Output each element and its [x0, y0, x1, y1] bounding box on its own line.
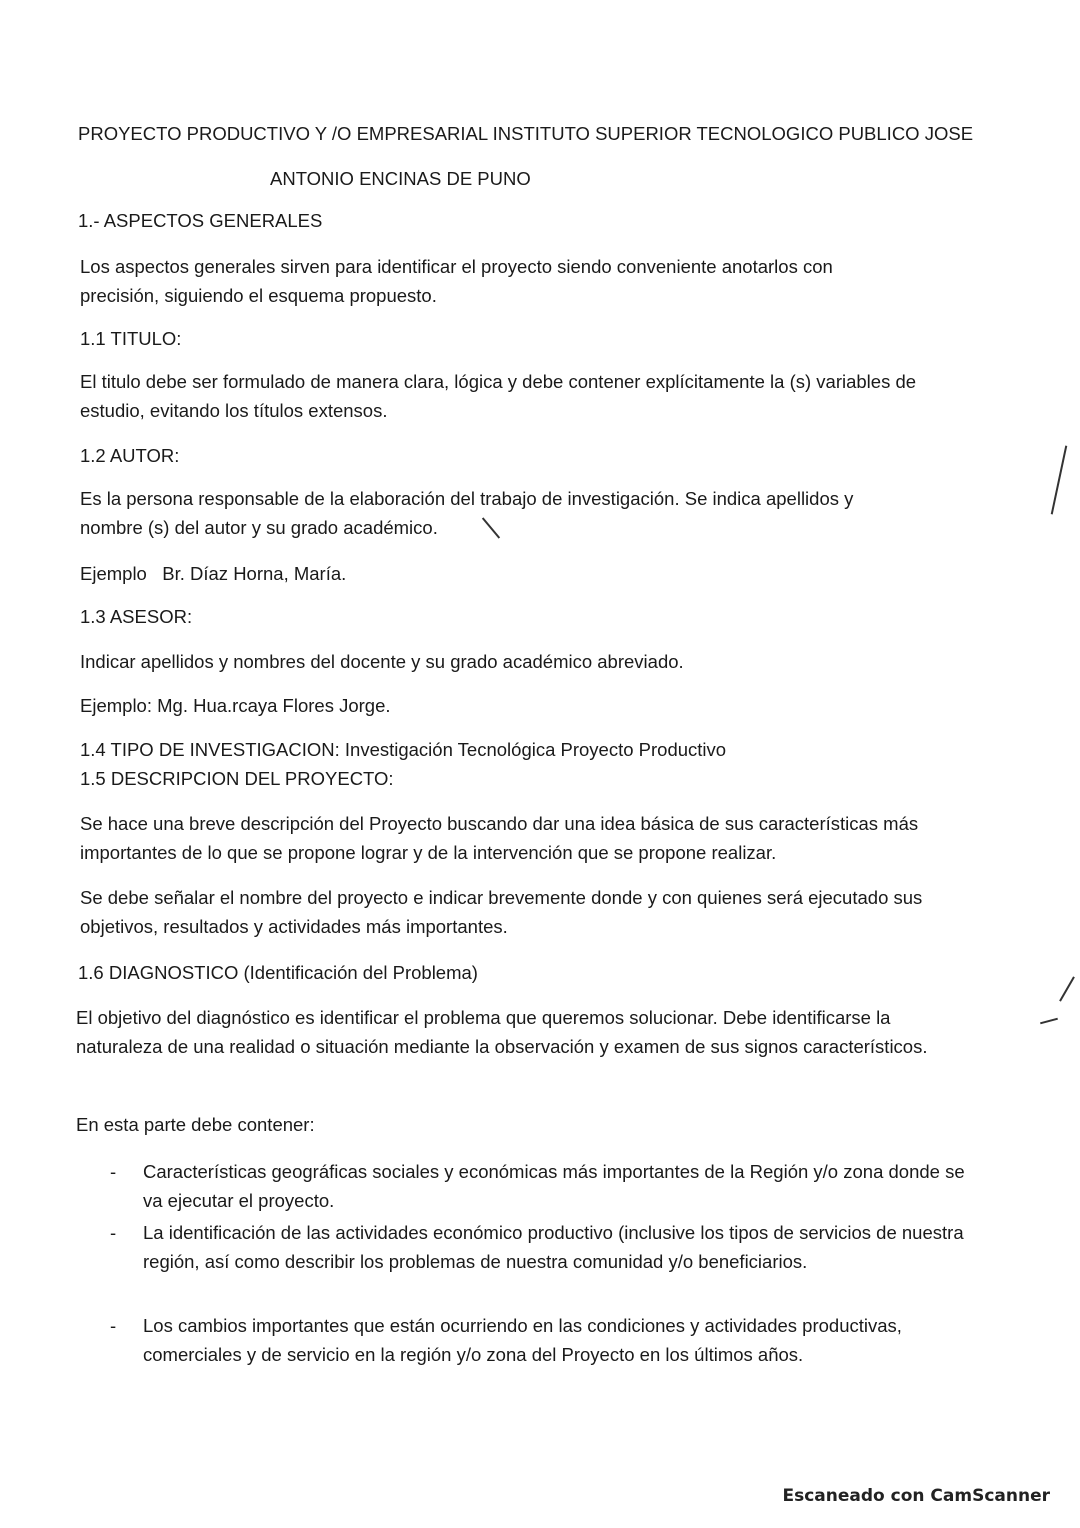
list-item-text: La identificación de las actividades económico productivo (inclusive los tipos de servicios de nuestra región, así como describir los problemas de nuestra comunidad y/o beneficiarios. — [143, 1222, 964, 1272]
list-item — [110, 1218, 980, 1276]
section-1-6-text: El objetivo del diagnóstico es identificar el problema que queremos solucionar. Debe identificarse la naturaleza de una realidad o situación mediante la observación y examen de sus signos característicos. — [76, 1007, 928, 1057]
camscanner-watermark: Escaneado con CamScanner — [782, 1486, 1050, 1506]
list-item — [110, 1311, 980, 1369]
section-1-3-example: Ejemplo: Mg. Hua.rcaya Flores Jorge. — [80, 695, 391, 716]
section-heading-1: 1.- ASPECTOS GENERALES — [78, 210, 323, 231]
section-1-2-example: Ejemplo Br. Díaz Horna, María. — [80, 563, 347, 584]
section-heading-1-6: 1.6 DIAGNOSTICO (Identificación del Problema) — [78, 962, 478, 983]
section-heading-1-5: 1.5 DESCRIPCION DEL PROYECTO: — [80, 768, 394, 789]
section-heading-1-2: 1.2 AUTOR: — [80, 445, 180, 466]
section-1-5-text-2: Se debe señalar el nombre del proyecto e indicar brevemente donde y con quienes será ejecutado sus objetivos, resultados y actividades más importantes. — [80, 887, 923, 937]
bullet-marker: - — [110, 1222, 117, 1243]
section-heading-1-1: 1.1 TITULO: — [80, 328, 182, 349]
scan-mark — [1059, 976, 1075, 1001]
section-heading-1-3: 1.3 ASESOR: — [80, 606, 193, 627]
section-1-text: Los aspectos generales sirven para identificar el proyecto siendo conveniente anotarlos con precisión, siguiendo el esquema propuesto. — [80, 256, 833, 306]
bullet-marker: - — [110, 1315, 117, 1336]
section-heading-1-4: 1.4 TIPO DE INVESTIGACION: Investigación Tecnológica Proyecto Productivo — [80, 739, 727, 760]
document-title-line-1: PROYECTO PRODUCTIVO Y /O EMPRESARIAL INSTITUTO SUPERIOR TECNOLOGICO PUBLICO JOSE — [78, 123, 974, 144]
list-item-text: Los cambios importantes que están ocurriendo en las condiciones y actividades productivas, comerciales y de servicio en la región y/o zona del Proyecto en los últimos años. — [143, 1315, 902, 1365]
section-1-1-text: El titulo debe ser formulado de manera clara, lógica y debe contener explícitamente la (s) variables de estudio, evitando los títulos extensos. — [80, 371, 917, 421]
section-1-5-text-1: Se hace una breve descripción del Proyecto buscando dar una idea básica de sus características más importantes de lo que se propone lograr y de la intervención que se propone realizar. — [80, 813, 919, 863]
bullet-marker: - — [110, 1161, 117, 1182]
section-1-6-intro: En esta parte debe contener: — [76, 1114, 315, 1135]
scan-mark — [1040, 1018, 1058, 1025]
list-item — [110, 1157, 980, 1215]
list-item-text: Características geográficas sociales y económicas más importantes de la Región y/o zona donde se va ejecutar el proyecto. — [143, 1161, 965, 1211]
section-1-2-text: Es la persona responsable de la elaboración del trabajo de investigación. Se indica apellidos y nombre (s) del autor y su grado académico. — [80, 488, 854, 538]
document-title-line-2: ANTONIO ENCINAS DE PUNO — [270, 168, 531, 189]
scan-mark — [1051, 446, 1068, 515]
section-1-3-text: Indicar apellidos y nombres del docente y su grado académico abreviado. — [80, 651, 684, 672]
